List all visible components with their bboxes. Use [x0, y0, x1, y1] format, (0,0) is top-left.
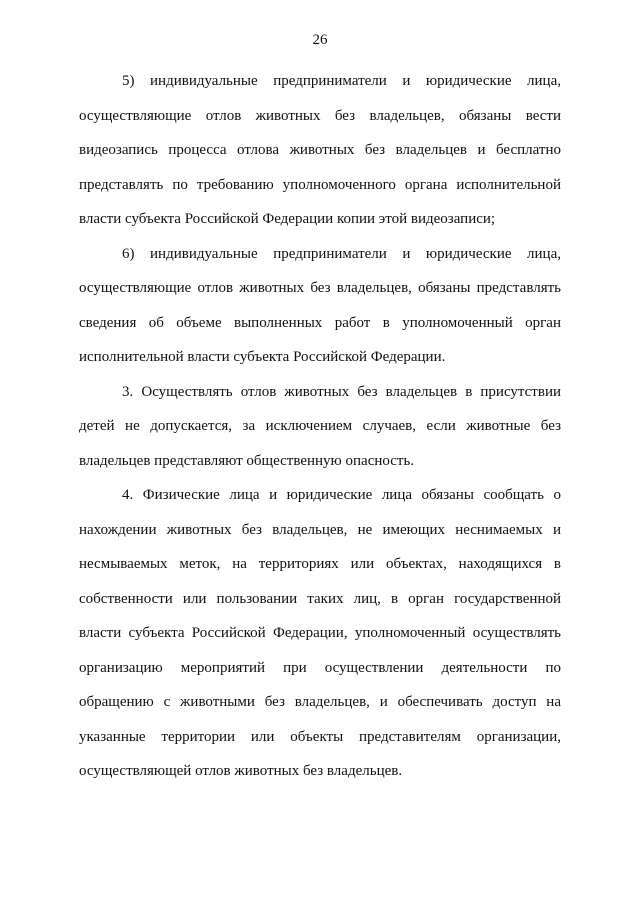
- paragraph-item-5: 5) индивидуальные предприниматели и юридические лица, осуществляющие отлов животных без владельцев, обязаны вести видеозапись процесса отлова животных без владельцев и бесплатно представлять по требованию уполномоченного органа исполнительной власти субъекта Российской Федерации копии этой видеозаписи;: [79, 73, 561, 227]
- page-number: 26: [312, 32, 328, 48]
- paragraph-item-6: 6) индивидуальные предприниматели и юридические лица, осуществляющие отлов животных без владельцев, обязаны представлять сведения об объеме выполненных работ в уполномоченный орган исполнительной власти субъекта Российской Федерации.: [79, 245, 561, 365]
- paragraph-section-4: 4. Физические лица и юридические лица обязаны сообщать о нахождении животных без владельцев, не имеющих неснимаемых и несмываемых меток, на территориях или объектах, находящихся в собственности или пользовании таких лиц, в орган государственной власти субъекта Российской Федерации, уполномоченный осуществлять организацию мероприятий при осуществлении деятельности по обращению с животными без владельцев, и обеспечивать доступ на указанные территории или объекты представителям организации, осуществляющей отлов животных без владельцев.: [79, 487, 561, 779]
- document-body: [79, 64, 561, 789]
- paragraph-section-3: 3. Осуществлять отлов животных без владельцев в присутствии детей не допускается, за исключением случаев, если животные без владельцев представляют общественную опасность.: [79, 383, 561, 469]
